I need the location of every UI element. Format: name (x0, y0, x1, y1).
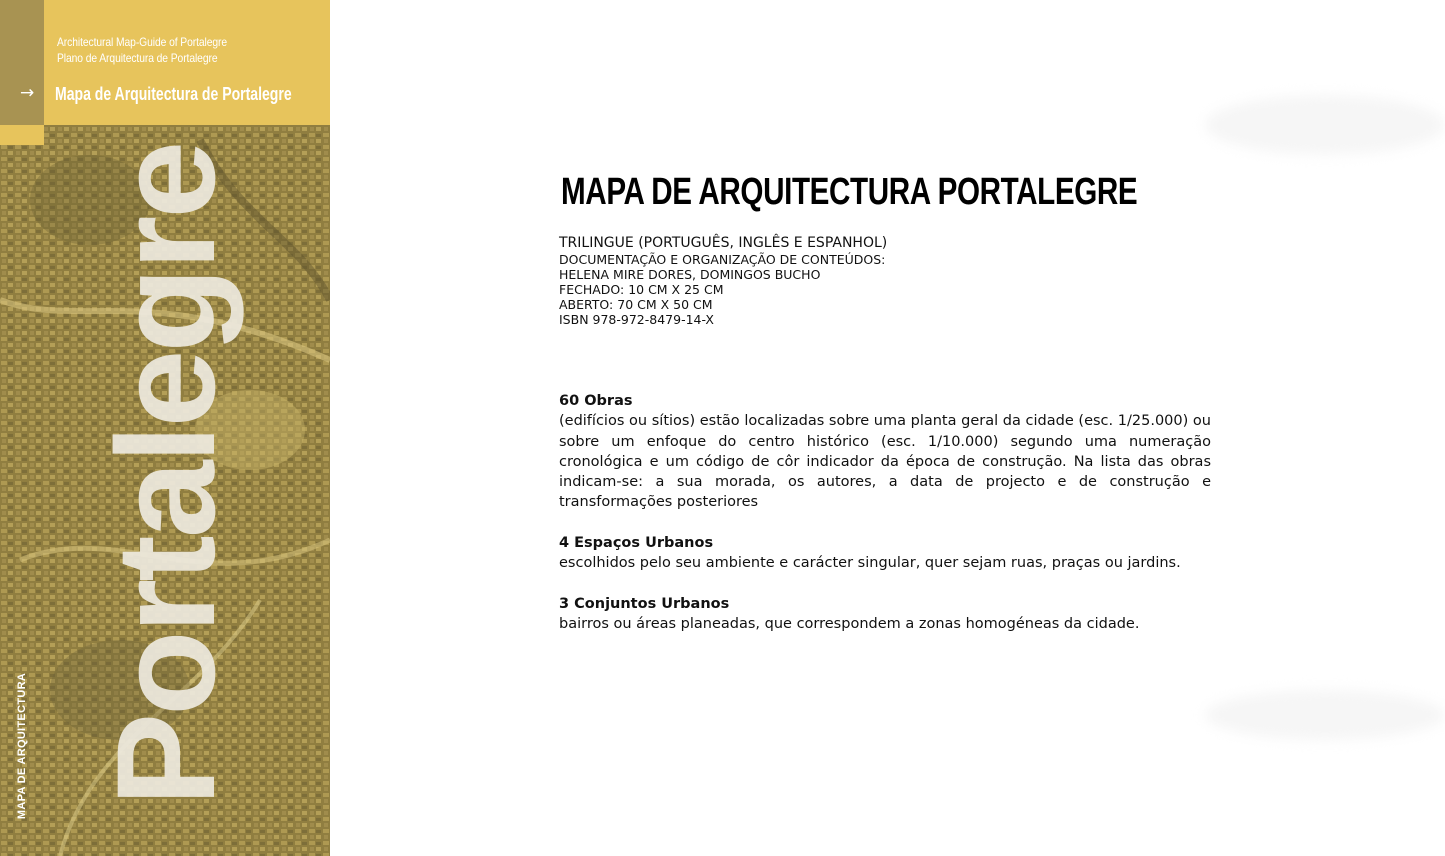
spec-languages: TRILINGUE (PORTUGUÊS, INGLÊS E ESPANHOL) (559, 235, 888, 251)
spec-isbn: ISBN 978-972-8479-14-X (559, 312, 714, 327)
section-obras (559, 391, 1211, 513)
content-sections (559, 391, 1211, 655)
background-smudge (1205, 690, 1445, 740)
spec-documentation-label: DOCUMENTAÇÃO E ORGANIZAÇÃO DE CONTEÚDOS: (559, 252, 886, 267)
book-specifications (559, 235, 1079, 327)
section-body: bairros ou áreas planeadas, que correspondem a zonas homogéneas da cidade. (559, 616, 1140, 633)
section-espacos-urbanos (559, 533, 1211, 574)
section-body: escolhidos pelo seu ambiente e carácter singular, quer sejam ruas, praças ou jardins. (559, 555, 1181, 572)
section-heading: 3 Conjuntos Urbanos (559, 595, 730, 612)
cover-tab-accent (0, 125, 44, 145)
spec-closed-size: FECHADO: 10 CM X 25 CM (559, 282, 724, 297)
cover-subtitle-english: Architectural Map-Guide of Portalegre (57, 35, 228, 49)
section-heading: 60 Obras (559, 393, 633, 409)
cover-tab (0, 0, 44, 125)
section-conjuntos-urbanos (559, 594, 1211, 635)
section-heading: 4 Espaços Urbanos (559, 535, 714, 552)
section-body: (edifícios ou sítios) estão localizadas sobre uma planta geral da cidade (esc. 1/25.000) ou sobre um enfoque do centro histórico (esc. 1/10.000) segundo uma numeração cronológica e um código de côr indicador da época de construção. Na lista das obras indicam-se: a sua morada, os autores, a data de projecto e de construção e transformações posteriores (559, 413, 1211, 511)
cover-big-title: Portalegre (87, 143, 244, 807)
spec-open-size: ABERTO: 70 CM X 50 CM (559, 297, 713, 312)
cover-spine-text: MAPA DE ARQUITECTURA (16, 672, 28, 820)
arrow-right-icon: → (20, 83, 35, 103)
page-title: MAPA DE ARQUITECTURA PORTALEGRE (561, 171, 1138, 213)
cover-main-title: Mapa de Arquitectura de Portalegre (55, 84, 292, 104)
book-cover-image (0, 0, 330, 856)
cover-subtitle-portuguese: Plano de Arquitectura de Portalegre (57, 51, 218, 65)
background-smudge (1205, 95, 1445, 155)
spec-authors: HELENA MIRE DORES, DOMINGOS BUCHO (559, 267, 821, 282)
